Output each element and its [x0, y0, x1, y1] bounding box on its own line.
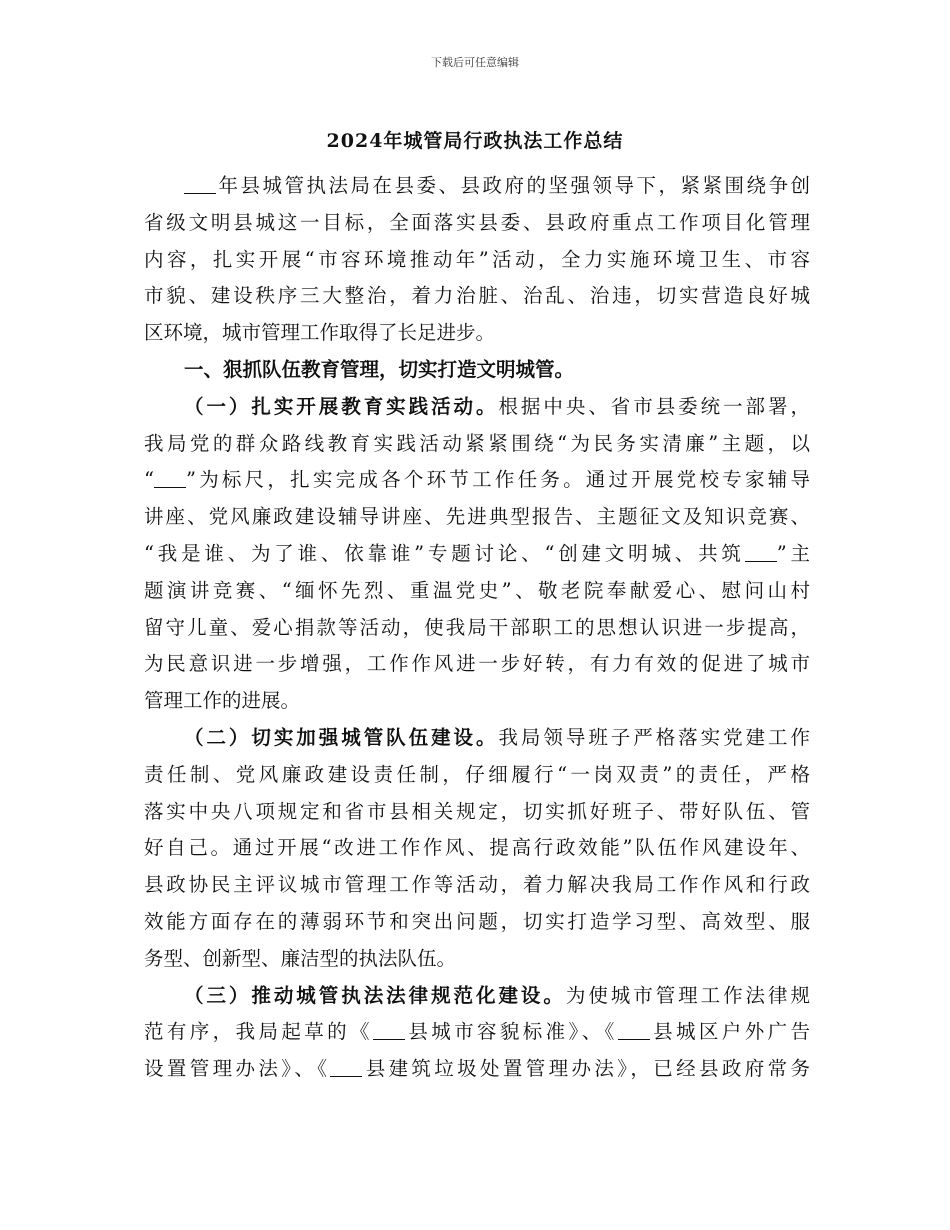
text-span: 为使城市管理工作法律规 [565, 983, 810, 1007]
text-span: 设置管理办法》、《 [144, 1057, 331, 1081]
sub2-line-3: 落实中央八项规定和省市县相关规定，切实抓好班子、带好队伍、管 [144, 799, 810, 823]
document-body [144, 168, 810, 1088]
sub1-line-1 [144, 389, 810, 426]
intro-line-5: 区环境，城市管理工作取得了长足进步。 [144, 321, 496, 345]
blank-underline [154, 465, 186, 488]
sub1-line-2: 我局党的群众路线教育实践活动紧紧围绕“为民务实清廉”主题，以 [144, 431, 810, 455]
sub1-heading: （一）扎实开展教育实践活动。 [184, 394, 499, 418]
blank-underline [618, 1017, 650, 1040]
sub1-line-6: 题演讲竞赛、“缅怀先烈、重温党史”、敬老院奉献爱心、慰问山村 [144, 578, 810, 602]
blank-underline [330, 1054, 362, 1077]
intro-line-2: 省级文明县城这一目标，全面落实县委、县政府重点工作项目化管理 [144, 210, 810, 234]
sub1-line-9: 管理工作的进展。 [144, 689, 301, 713]
text-span: 我局领导班子严格落实党建工作 [498, 725, 810, 749]
sub2-line-1 [144, 720, 810, 757]
text-span: 县建筑垃圾处置管理办法》，已经县政府常务 [362, 1057, 810, 1081]
text-span: 根据中央、省市县委统一部署， [498, 394, 810, 418]
sub1-line-8: 为民意识进一步增强，工作作风进一步好转，有力有效的促进了城市 [144, 652, 810, 676]
sub2-line-2: 责任制、党风廉政建设责任制，仔细履行“一岗双责”的责任，严格 [144, 762, 810, 786]
sub1-line-4: 讲座、党风廉政建设辅导讲座、先进典型报告、主题征文及知识竞赛、 [144, 505, 810, 529]
sub2-line-5: 县政协民主评议城市管理工作等活动，着力解决我局工作作风和行政 [144, 873, 810, 897]
text-span: “我是谁、为了谁、依靠谁”专题讨论、“创建文明城、共筑 [144, 541, 745, 565]
text-span: 年县城管执法局在县委、县政府的坚强领导下，紧紧围绕争创 [216, 174, 810, 197]
blank-underline [745, 539, 777, 562]
sub3-line-2 [144, 1014, 810, 1051]
sub3-line-3 [144, 1051, 810, 1088]
sub3-heading: （三）推动城管执法法律规范化建设。 [184, 983, 566, 1007]
sub2-line-6: 效能方面存在的薄弱环节和突出问题，切实打造学习型、高效型、服 [144, 909, 810, 933]
text-span: “ [144, 468, 154, 492]
sub2-line-4: 好自己。通过开展“改进工作作风、提高行政效能”队伍作风建设年、 [144, 836, 810, 860]
blank-underline [373, 1017, 405, 1040]
text-span: 县城区户外广告 [649, 1020, 810, 1044]
sub1-line-3 [144, 462, 810, 499]
blank-underline [184, 171, 216, 194]
sub1-line-5 [144, 536, 810, 573]
sub3-line-1 [144, 978, 810, 1015]
text-span: 县城市容貌标准》、《 [404, 1020, 618, 1044]
sub2-line-7: 务型、创新型、廉洁型的执法队伍。 [144, 946, 457, 970]
sub2-heading: （二）切实加强城管队伍建设。 [184, 725, 499, 749]
text-span: 范有序，我局起草的《 [144, 1020, 373, 1044]
text-span: ”为标尺，扎实完成各个环节工作任务。通过开展党校专家辅导 [185, 468, 810, 492]
text-span: ”主 [776, 541, 810, 565]
section-1-heading: 一、狠抓队伍教育管理，切实打造文明城管。 [184, 357, 575, 381]
intro-line-1 [144, 168, 810, 205]
sub1-line-7: 留守儿童、爱心捐款等活动，使我局干部职工的思想认识进一步提高， [144, 615, 810, 639]
intro-line-4: 市貌、建设秩序三大整治，着力治脏、治乱、治违，切实营造良好城 [144, 284, 810, 308]
document-title: 2024年城管局行政执法工作总结 [326, 130, 624, 152]
header-note: 下载后可任意编辑 [431, 56, 519, 69]
intro-line-3: 内容，扎实开展“市容环境推动年”活动，全力实施环境卫生、市容 [144, 247, 810, 271]
